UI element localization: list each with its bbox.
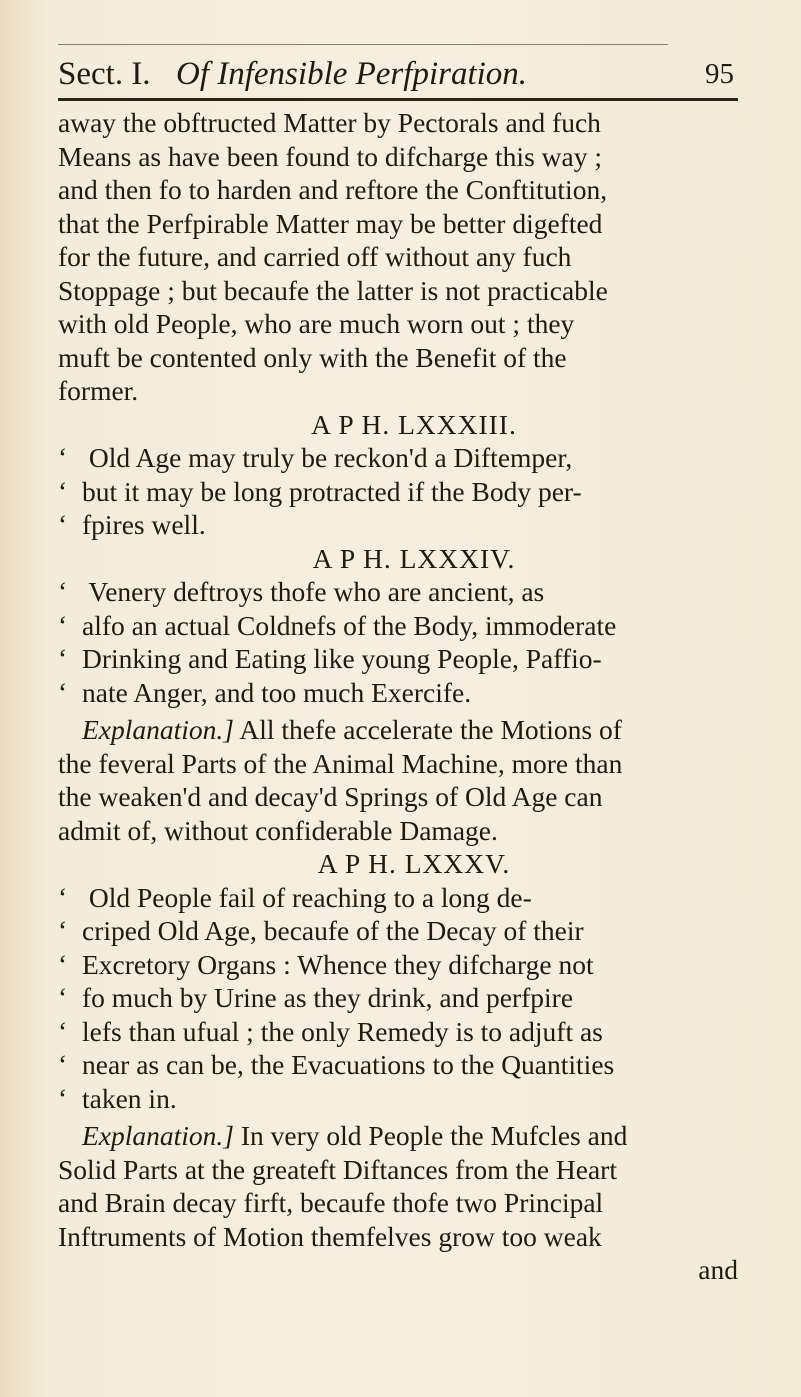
quote-mark: ‘ [58, 881, 68, 913]
text-line: Solid Parts at the greateft Diftances from the Heart [58, 1153, 617, 1185]
text-line: admit of, without confiderable Damage. [58, 814, 498, 846]
quoted-line [58, 475, 740, 509]
explanation-label: Explanation.] [82, 714, 235, 745]
quoted-line [58, 948, 740, 982]
quote-mark: ‘ [58, 948, 68, 980]
quoted-text: nate Anger, and too much Exercife. [82, 676, 472, 708]
quoted-text: fo much by Urine as they drink, and perfpire [82, 982, 574, 1013]
text-line: the weaken'd and decay'd Springs of Old Age can [58, 781, 603, 812]
text-line: that the Perfpirable Matter may be better digefted [58, 207, 603, 239]
quoted-line [58, 914, 740, 948]
text-line: former. [58, 375, 139, 406]
section-label: Sect. I. [58, 56, 151, 92]
text-line: Stoppage ; but becaufe the latter is not practicable [58, 274, 608, 306]
catchword: and [698, 1254, 738, 1285]
quote-mark: ‘ [58, 442, 68, 473]
quote-mark: ‘ [58, 676, 68, 708]
quote-mark: ‘ [58, 609, 68, 641]
aphorism-heading: A P H. LXXXV. [317, 848, 511, 879]
quoted-line [58, 676, 740, 710]
quoted-text: lefs than ufual ; the only Remedy is to adjuft as [82, 1015, 603, 1047]
text-line: with old People, who are much worn out ; they [58, 308, 575, 339]
quoted-text: alfo an actual Coldnefs of the Body, immoderate [82, 609, 617, 641]
running-header [58, 56, 738, 96]
quote-mark: ‘ [58, 643, 68, 674]
quoted-text: Drinking and Eating like young People, Paffio- [82, 643, 602, 674]
text-line: and then fo to harden and reftore the Conftitution, [58, 174, 608, 205]
quote-mark: ‘ [58, 915, 68, 946]
quoted-line [58, 981, 740, 1015]
page-body [58, 106, 740, 1287]
quoted-line [58, 508, 740, 542]
quote-mark: ‘ [58, 1082, 68, 1114]
top-edge-rule [58, 44, 668, 45]
explanation-text: All thefe accelerate the Motions of [234, 714, 622, 745]
quote-mark: ‘ [58, 475, 68, 507]
quoted-text: Venery deftroys thofe who are ancient, as [82, 576, 545, 607]
aphorism-heading: A P H. LXXXIV. [312, 542, 516, 574]
running-title: Of Infensible Perfpiration. [176, 56, 528, 92]
quote-mark: ‘ [58, 509, 68, 540]
quote-mark: ‘ [58, 1015, 68, 1047]
quoted-line [58, 609, 740, 643]
quote-mark: ‘ [58, 576, 68, 607]
quoted-line [58, 1015, 740, 1049]
quoted-line [58, 1048, 740, 1082]
header-rule [58, 98, 738, 101]
quoted-text: but it may be long protracted if the Body per- [82, 475, 582, 507]
quoted-line [58, 1082, 740, 1116]
quoted-text: near as can be, the Evacuations to the Quantities [82, 1049, 615, 1080]
text-line: Means as have been found to difcharge this way ; [58, 140, 602, 172]
explanation-first-line [58, 713, 740, 747]
explanation-first-line [58, 1119, 740, 1153]
text-line: Inftruments of Motion themfelves grow too weak [58, 1220, 602, 1252]
text-line: the feveral Parts of the Animal Machine, more than [58, 747, 623, 779]
quoted-line [58, 441, 740, 475]
explanation-label: Explanation.] [82, 1120, 235, 1151]
quoted-line [58, 642, 740, 676]
text-line: away the obftructed Matter by Pectorals and fuch [58, 107, 601, 138]
quote-mark: ‘ [58, 982, 68, 1013]
quoted-line [58, 575, 740, 609]
quoted-line [58, 881, 740, 915]
text-line: for the future, and carried off without any fuch [58, 241, 572, 272]
quoted-text: Excretory Organs : Whence they difcharge not [82, 948, 594, 980]
page-number: 95 [705, 58, 734, 90]
aphorism-heading: A P H. LXXXIII. [311, 408, 517, 440]
explanation-text: In very old People the Mufcles and [234, 1120, 628, 1151]
text-line: muft be contented only with the Benefit of the [58, 341, 567, 373]
quoted-text: Old People fail of reaching to a long de- [82, 881, 532, 913]
quoted-text: taken in. [82, 1082, 177, 1114]
quoted-text: Old Age may truly be reckon'd a Diftemper, [82, 442, 573, 473]
quoted-text: fpires well. [82, 509, 206, 540]
text-line: and Brain decay firft, becaufe thofe two Principal [58, 1187, 604, 1218]
quote-mark: ‘ [58, 1049, 68, 1080]
quoted-text: criped Old Age, becaufe of the Decay of their [82, 915, 584, 946]
